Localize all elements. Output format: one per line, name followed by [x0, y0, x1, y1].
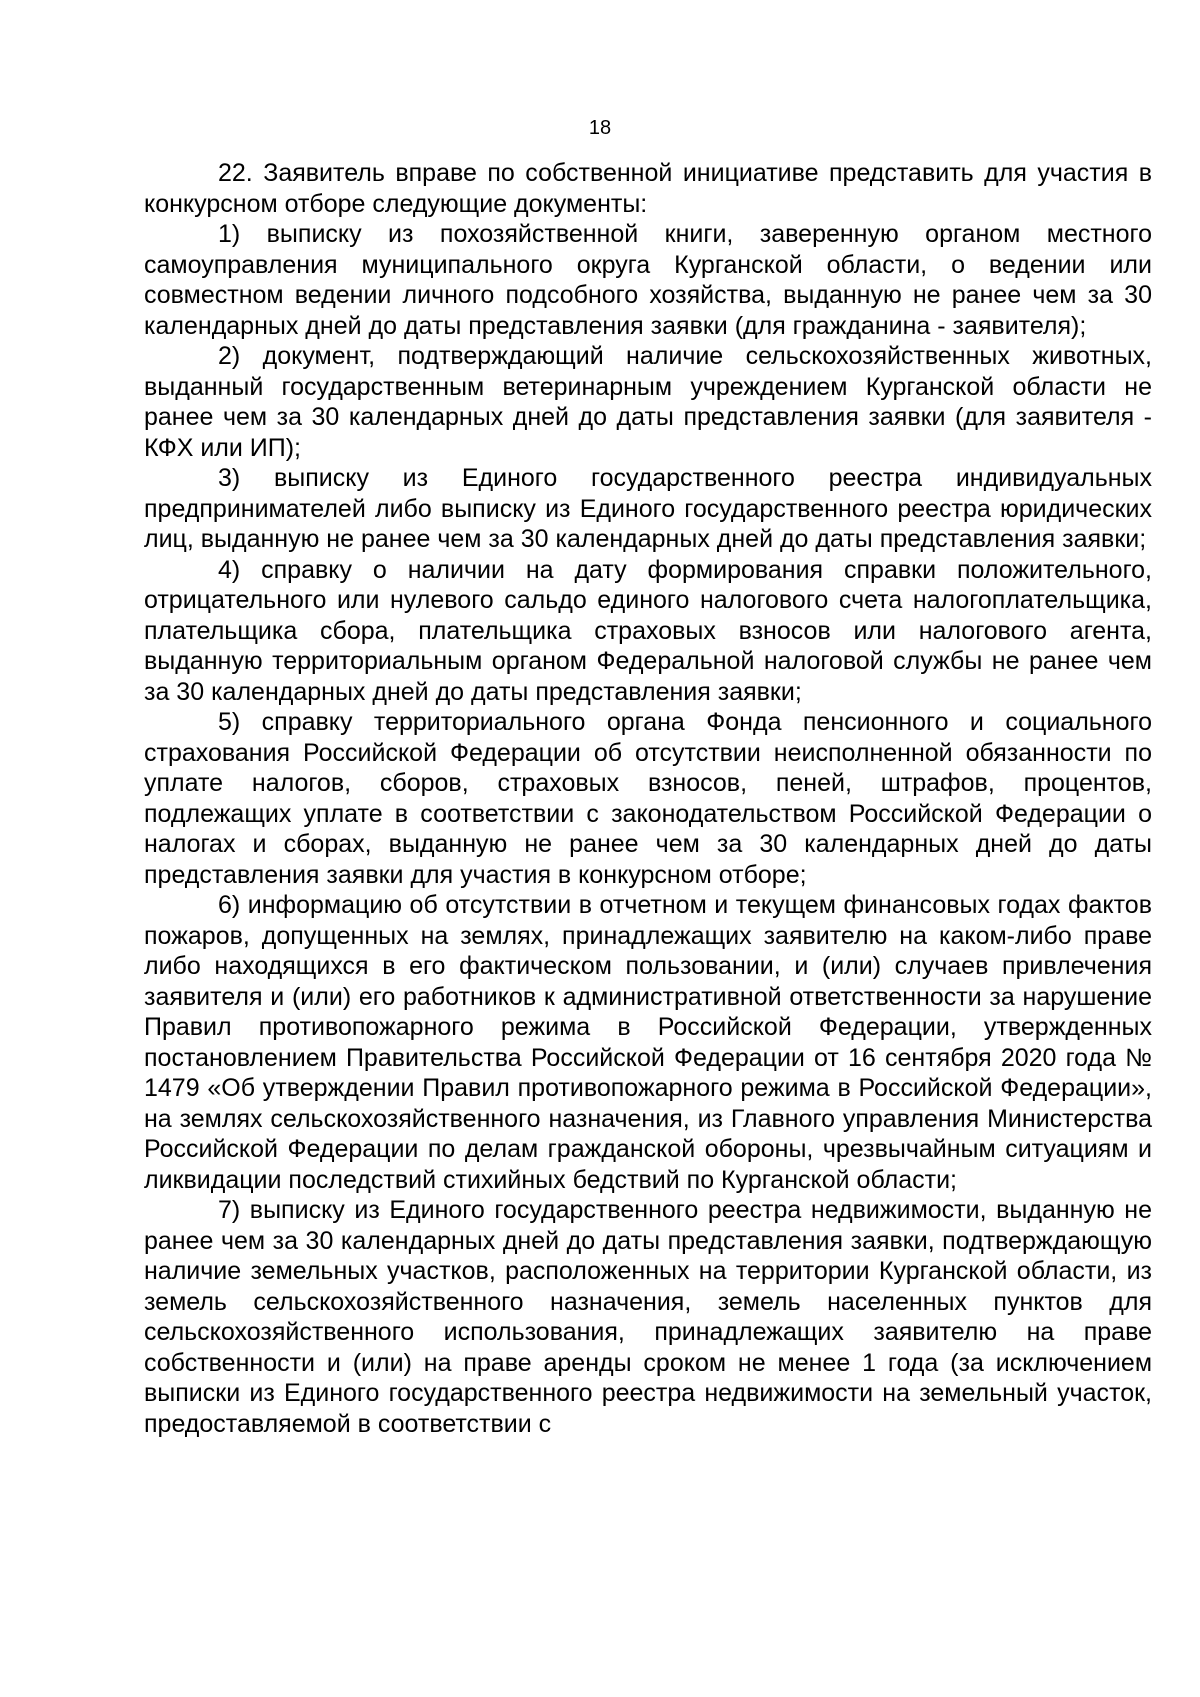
page-number: 18 — [588, 117, 612, 139]
list-item-7: 7) выписку из Единого государственного реестра недвижимости, выданную не ранее чем за 30 календарных дней до даты представления заявки, подтверждающую наличие земельных участков, расположенных на территории Курганской области, из земель сельскохозяйственного назначения, земель населенных пунктов для сельскохозяйственного использования, принадлежащих заявителю на праве собственности и (или) на праве аренды сроком не менее 1 года (за исключением выписки из Единого государственного реестра недвижимости на земельный участок, предоставляемой в соответствии с — [144, 1196, 1152, 1438]
list-item-2: 2) документ, подтверждающий наличие сельскохозяйственных животных, выданный государственным ветеринарным учреждением Курганской области не ранее чем за 30 календарных дней до даты представления заявки (для заявителя - КФХ или ИП); — [144, 342, 1152, 462]
list-item-5: 5) справку территориального органа Фонда пенсионного и социального страхования Российской Федерации об отсутствии неисполненной обязанности по уплате налогов, сборов, страховых взносов, пеней, штрафов, процентов, подлежащих уплате в соответствии с законодательством Российской Федерации о налогах и сборах, выданную не ранее чем за 30 календарных дней до даты представления заявки для участия в конкурсном отборе; — [144, 708, 1152, 889]
list-item-6: 6) информацию об отсутствии в отчетном и текущем финансовых годах фактов пожаров, допущенных на землях, принадлежащих заявителю на каком-либо праве либо находящихся в его фактическом пользовании, и (или) случаев привлечения заявителя и (или) его работников к административной ответственности за нарушение Правил противопожарного режима в Российской Федерации, утвержденных постановлением Правительства Российской Федерации от 16 сентября 2020 года № 1479 «Об утверждении Правил противопожарного режима в Российской Федерации», на землях сельскохозяйственного назначения, из Главного управления Министерства Российской Федерации по делам гражданской обороны, чрезвычайным ситуациям и ликвидации последствий стихийных бедствий по Курганской области; — [144, 891, 1152, 1194]
list-item-4: 4) справку о наличии на дату формирования справки положительного, отрицательного или нулевого сальдо единого налогового счета налогоплательщика, плательщика сбора, плательщика страховых взносов или налогового агента, выданную территориальным органом Федеральной налоговой службы не ранее чем за 30 календарных дней до даты представления заявки; — [144, 555, 1152, 706]
document-body — [144, 158, 1152, 1439]
list-item-1: 1) выписку из похозяйственной книги, заверенную органом местного самоуправления муниципального округа Курганской области, о ведении или совместном ведении личного подсобного хозяйства, выданную не ранее чем за 30 календарных дней до даты представления заявки (для гражданина - заявителя); — [144, 220, 1152, 340]
list-item-3: 3) выписку из Единого государственного реестра индивидуальных предпринимателей либо выписку из Единого государственного реестра юридических лиц, выданную не ранее чем за 30 календарных дней до даты представления заявки; — [144, 464, 1152, 553]
paragraph-22: 22. Заявитель вправе по собственной инициативе представить для участия в конкурсном отборе следующие документы: — [144, 159, 1152, 218]
